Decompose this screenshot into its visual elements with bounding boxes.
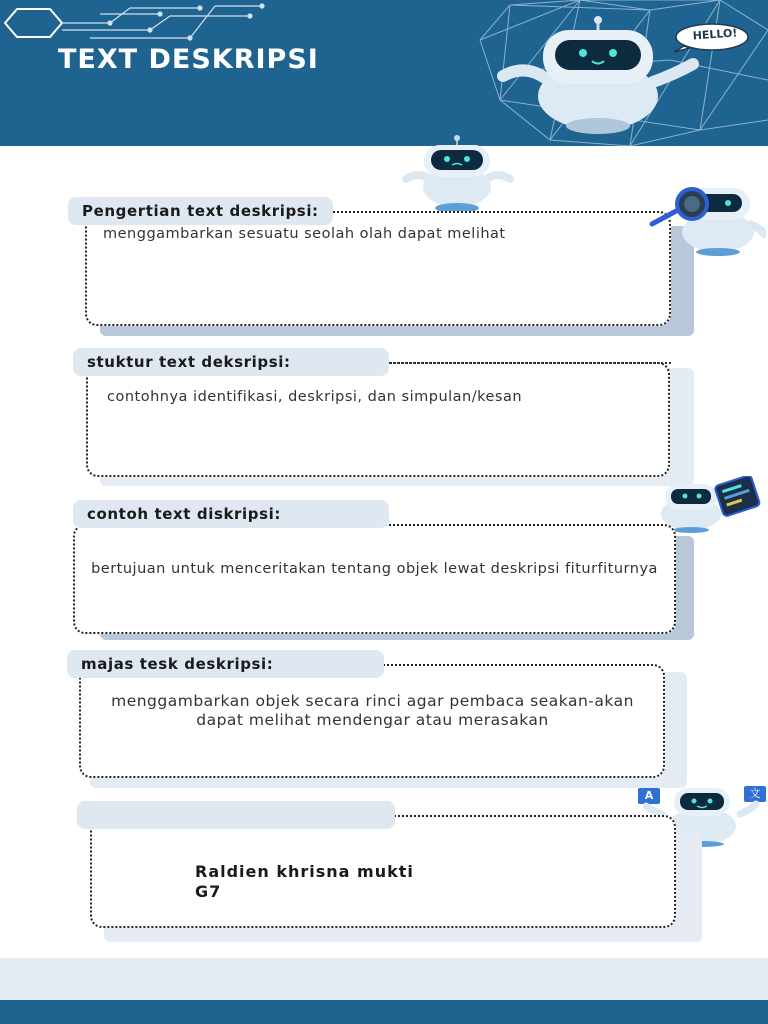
page-title: TEXT DESKRIPSI [58, 44, 319, 75]
translate-a-icon: A [644, 789, 654, 802]
header-banner [0, 0, 768, 146]
author-class-line: G7 [195, 882, 222, 901]
footer-band-light [0, 958, 768, 1000]
section-label: stuktur text deksripsi: [73, 348, 389, 376]
section-label: Pengertian text deskripsi: [68, 197, 333, 225]
info-card [73, 524, 676, 634]
author-name [195, 862, 414, 902]
section-text: bertujuan untuk menceritakan tentang objek lewat deskripsi fiturfiturnya [91, 561, 658, 577]
speech-bubble-text: HELLO! [692, 26, 738, 43]
circuit-decoration-icon [0, 0, 270, 50]
footer-band-dark [0, 1000, 768, 1024]
robot-magnifier-icon [648, 182, 766, 258]
section-text: contohnya identifikasi, deskripsi, dan simpulan/kesan [107, 389, 523, 405]
section-label: majas tesk deskripsi: [67, 650, 384, 678]
section-label: contoh text diskripsi: [73, 500, 389, 528]
author-name-line: Raldien khrisna mukti [195, 862, 414, 881]
translate-b-icon: 文 [749, 787, 761, 800]
robot-mascot-icon [400, 135, 516, 215]
info-card [86, 362, 670, 477]
section-text: menggambarkan objek secara rinci agar pembaca seakan-akan dapat melihat mendengar atau merasakan [111, 692, 634, 729]
section-label [77, 801, 395, 829]
divider [389, 362, 671, 364]
section-text: menggambarkan sesuatu seolah olah dapat melihat [103, 226, 506, 242]
